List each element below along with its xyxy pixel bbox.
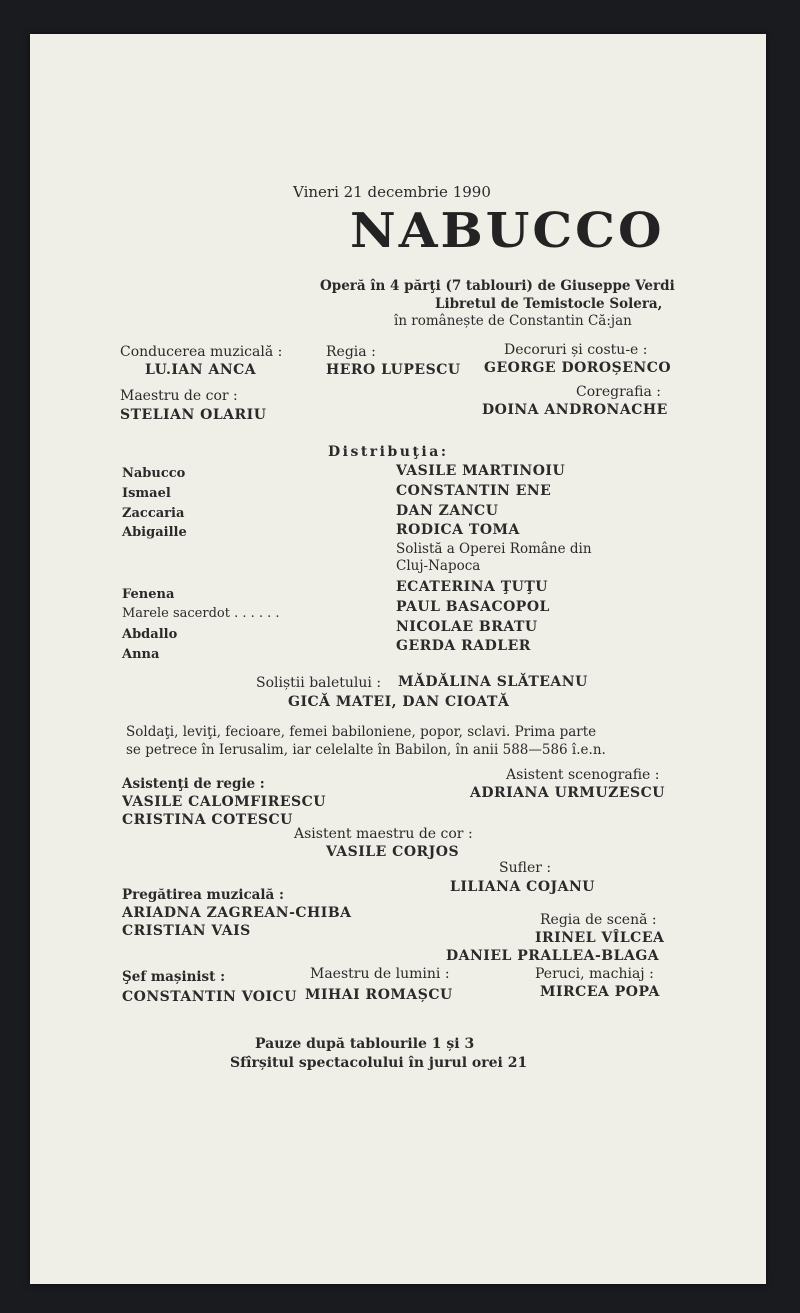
prompter-name: LILIANA COJANU — [450, 879, 596, 895]
choir-master-label: Maestru de cor : — [120, 388, 238, 404]
intermissions-note: Pauze după tablourile 1 și 3 — [255, 1036, 475, 1052]
actor-name: CONSTANTIN ENE — [396, 483, 552, 499]
role-name: Ismael — [122, 486, 171, 501]
translation-line: în românește de Constantin Că:jan — [394, 313, 632, 329]
role-name: Nabucco — [122, 466, 186, 481]
music-direction-name: LU.IAN ANCA — [145, 362, 257, 378]
sets-costumes-name: GEORGE DOROȘENCO — [484, 360, 672, 376]
actor-name: GERDA RADLER — [396, 638, 531, 654]
role-name: Zaccaria — [122, 506, 185, 521]
role-name: Fenena — [122, 587, 175, 602]
opera-subtitle: Operă în 4 părţi (7 tablouri) de Giuseppe Verdi — [320, 278, 675, 294]
prompter-label: Sufler : — [499, 860, 552, 876]
actor-name: ECATERINA ŢUŢU — [396, 579, 548, 595]
ballet-soloists-label: Soliștii baletului : — [256, 675, 382, 691]
program-sheet — [30, 34, 766, 1284]
music-preparation-label: Pregătirea muzicală : — [122, 887, 284, 903]
stage-direction-name: HERO LUPESCU — [326, 362, 461, 378]
assistant-director-1: VASILE CALOMFIRESCU — [122, 794, 326, 810]
actor-name: DAN ZANCU — [396, 503, 499, 519]
stage-manager-2: DANIEL PRALLEA-BLAGA — [446, 948, 660, 964]
assistant-choir-master-name: VASILE CORJOS — [326, 844, 460, 860]
wigs-makeup-name: MIRCEA POPA — [540, 984, 660, 1000]
assistant-scenography-name: ADRIANA URMUZESCU — [470, 785, 665, 801]
music-direction-label: Conducerea muzicală : — [120, 344, 283, 360]
lighting-master-label: Maestru de lumini : — [310, 966, 450, 982]
choreography-label: Coregrafia : — [576, 384, 661, 400]
assistant-director-2: CRISTINA COTESCU — [122, 812, 293, 828]
libretto-line: Libretul de Temistocle Solera, — [435, 296, 663, 312]
role-name: Anna — [122, 647, 160, 662]
choreography-name: DOINA ANDRONACHE — [482, 402, 668, 418]
chief-machinist-label: Şef mașinist : — [122, 969, 226, 985]
choir-master-name: STELIAN OLARIU — [120, 407, 267, 423]
stage-direction-label: Regia : — [326, 344, 376, 360]
actor-name: RODICA TOMA — [396, 522, 520, 538]
wigs-makeup-label: Peruci, machiaj : — [535, 966, 654, 982]
soloist-note-city: Cluj-Napoca — [396, 558, 481, 574]
end-time-note: Sfîrșitul spectacolului în jurul orei 21 — [230, 1055, 528, 1071]
sets-costumes-label: Decoruri și costu-e : — [504, 342, 648, 358]
stage-manager-1: IRINEL VÎLCEA — [535, 930, 665, 946]
ballet-soloist-1: MĂDĂLINA SLĂTEANU — [398, 674, 588, 690]
setting-text-line-1: Soldaţi, leviţi, fecioare, femei babiloniene, popor, sclavi. Prima parte — [126, 724, 597, 740]
lighting-master-name: MIHAI ROMAȘCU — [305, 987, 453, 1003]
opera-title: NABUCCO — [350, 202, 665, 259]
chief-machinist-name: CONSTANTIN VOICU — [122, 989, 297, 1005]
assistant-director-label: Asistenţi de regie : — [122, 776, 265, 792]
stage-manager-label: Regia de scenă : — [540, 912, 657, 928]
cast-heading: Distribuţia: — [328, 444, 449, 460]
actor-name: VASILE MARTINOIU — [396, 463, 566, 479]
role-name: Abdallo — [122, 627, 178, 642]
soloist-note: Solistă a Operei Române din — [396, 541, 592, 557]
assistant-scenography-label: Asistent scenografie : — [506, 767, 660, 783]
music-preparation-2: CRISTIAN VAIS — [122, 923, 251, 939]
ballet-soloists-2: GICĂ MATEI, DAN CIOATĂ — [288, 694, 510, 710]
assistant-choir-master-label: Asistent maestru de cor : — [294, 826, 473, 842]
music-preparation-1: ARIADNA ZAGREAN-CHIBA — [122, 905, 352, 921]
actor-name: NICOLAE BRATU — [396, 619, 538, 635]
setting-text-line-2: se petrece în Ierusalim, iar celelalte în Babilon, în anii 588—586 î.e.n. — [126, 742, 606, 758]
role-name: Marele sacerdot . . . . . . — [122, 606, 280, 621]
role-name: Abigaille — [122, 525, 187, 540]
actor-name: PAUL BASACOPOL — [396, 599, 550, 615]
performance-date: Vineri 21 decembrie 1990 — [293, 183, 491, 201]
